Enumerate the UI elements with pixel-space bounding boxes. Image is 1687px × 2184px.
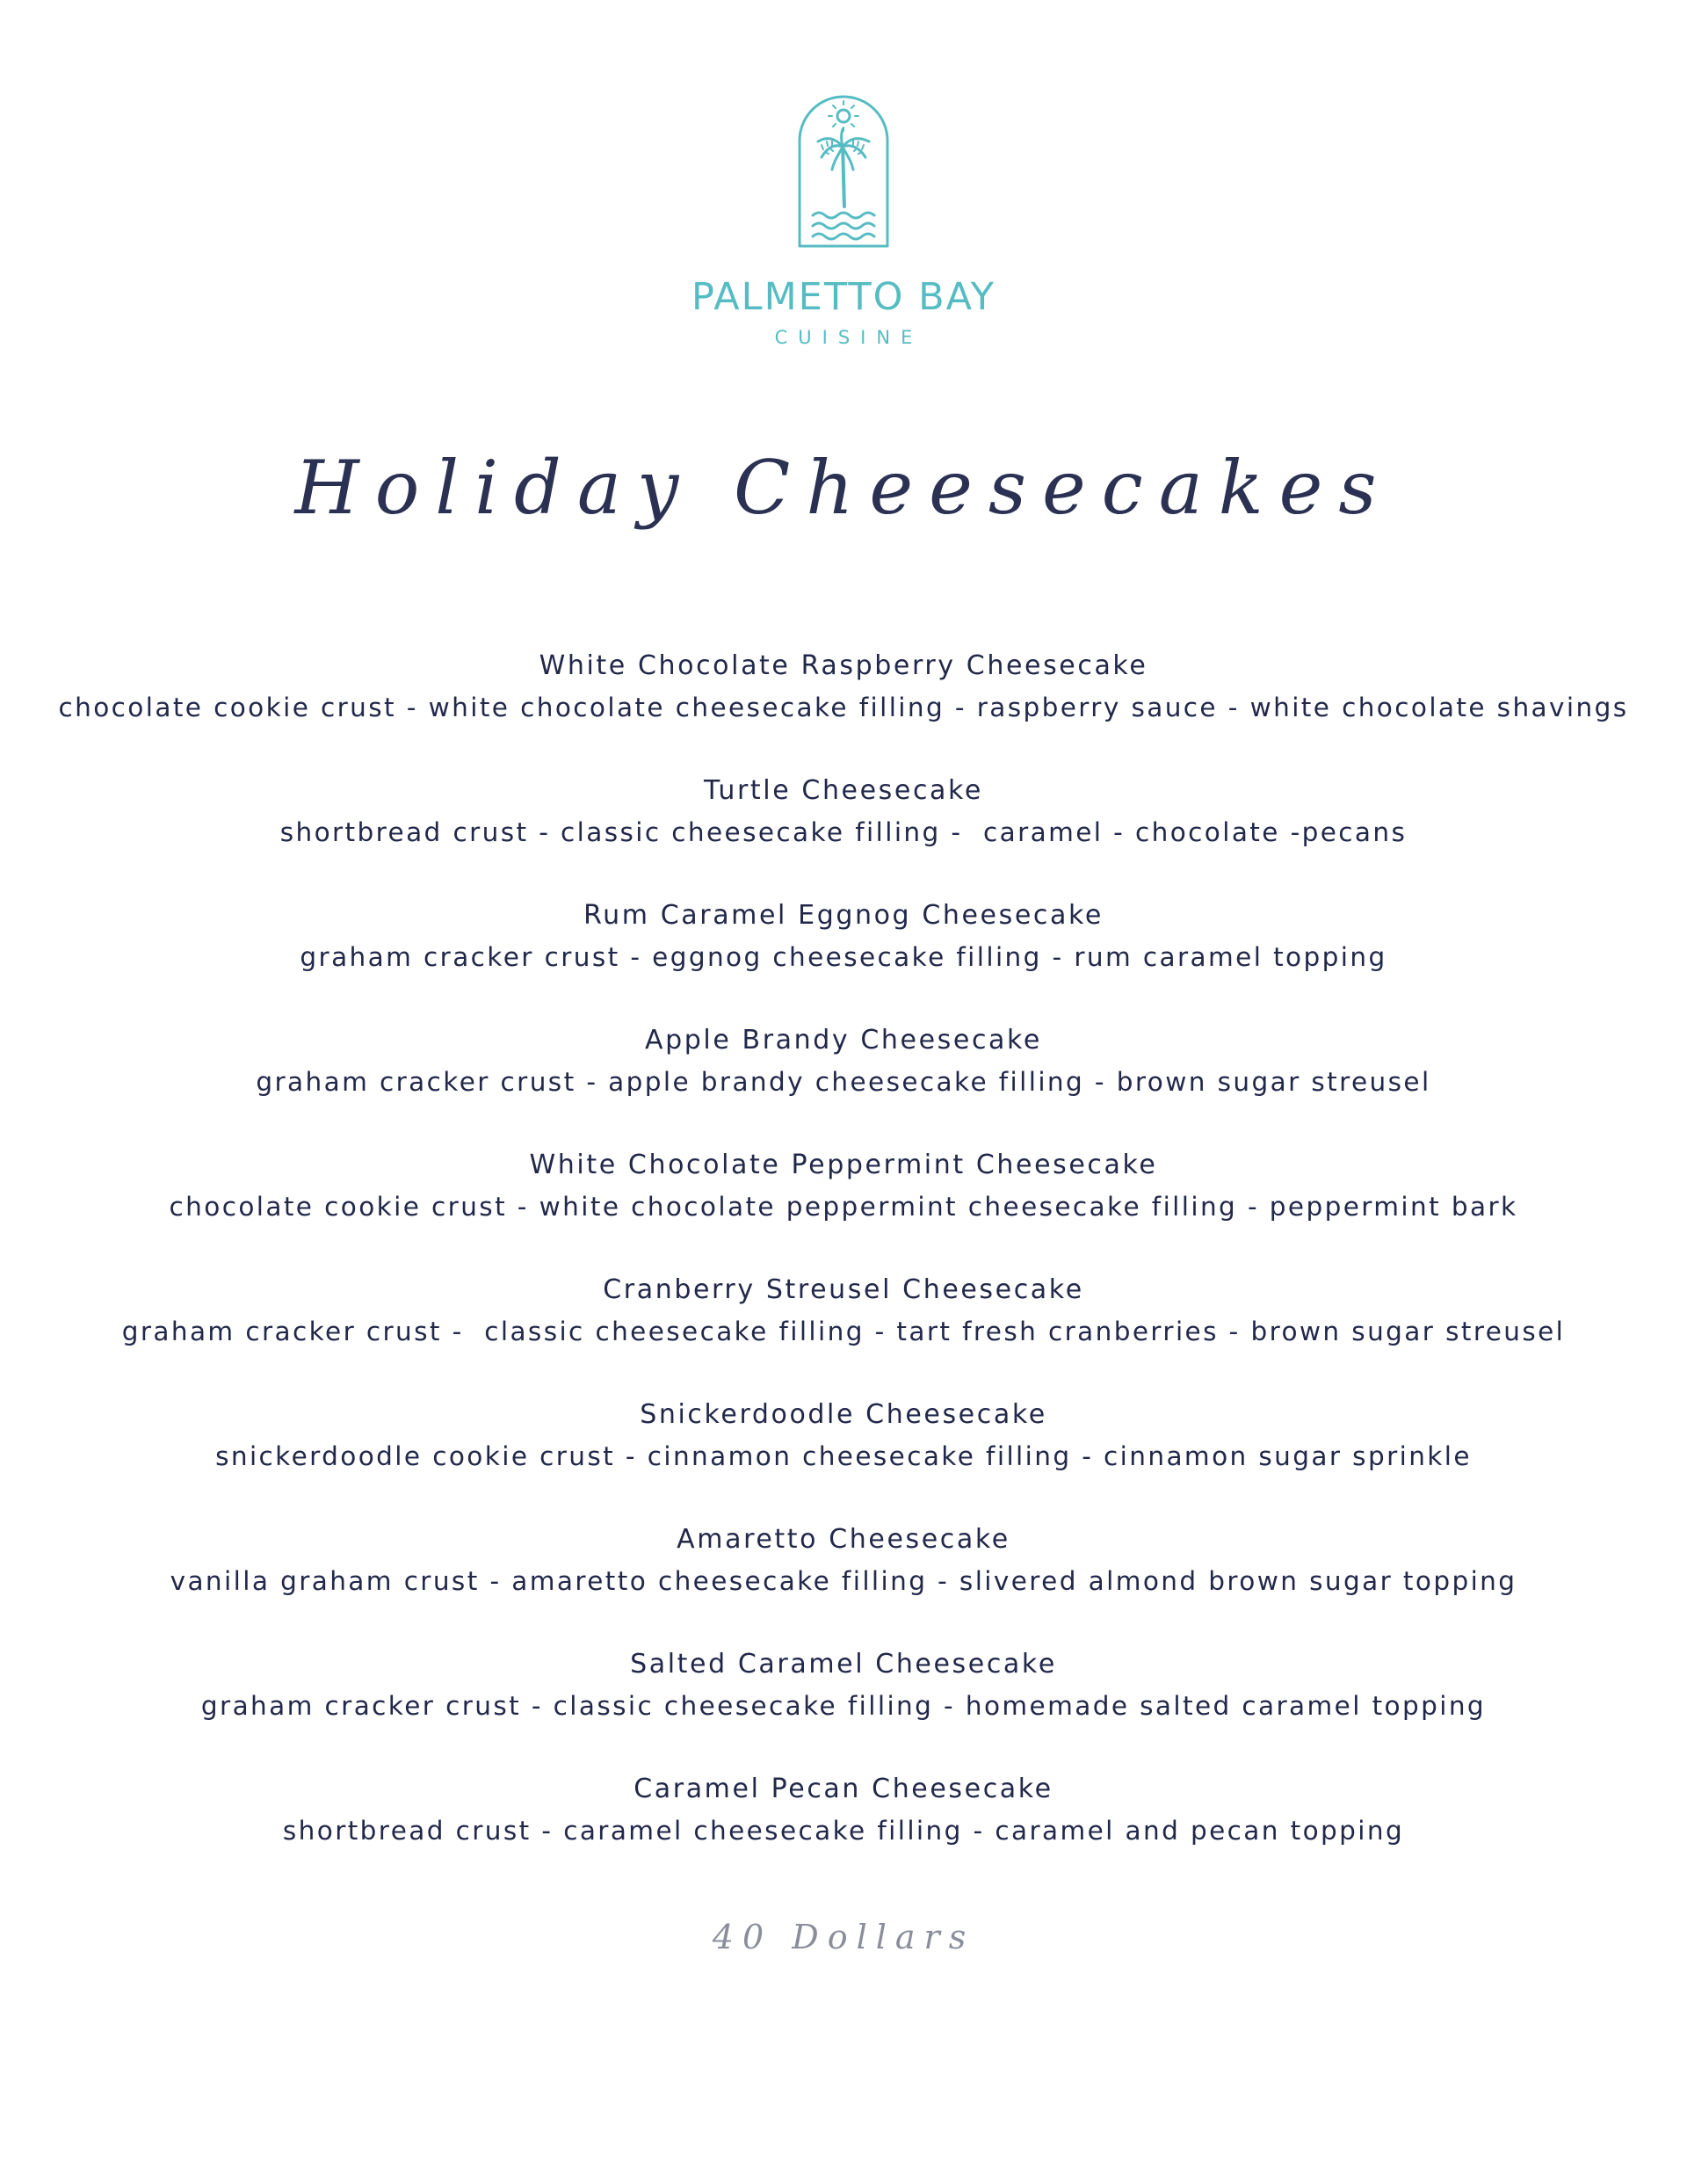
menu-item — [0, 1269, 1687, 1394]
menu-item-description: chocolate cookie crust - white chocolate cheesecake filling - raspberry sauce - white chocolate shavings — [58, 693, 1629, 722]
menu-item-description: chocolate cookie crust - white chocolate peppermint cheesecake filling - peppermint bark — [169, 1192, 1518, 1222]
menu-item-name: Amaretto Cheesecake — [677, 1524, 1010, 1555]
menu-item — [0, 1519, 1687, 1643]
menu-item — [0, 1768, 1687, 1893]
menu-item — [0, 1019, 1687, 1144]
menu-item-name: White Chocolate Raspberry Cheesecake — [539, 650, 1148, 681]
menu-item-description: shortbread crust - caramel cheesecake filling - caramel and pecan topping — [282, 1816, 1405, 1846]
menu-item-description: shortbread crust - classic cheesecake filling - caramel - chocolate -pecans — [279, 817, 1408, 847]
menu-item-name: Cranberry Streusel Cheesecake — [603, 1274, 1084, 1305]
menu-item — [0, 1144, 1687, 1269]
menu-item-name: Rum Caramel Eggnog Cheesecake — [583, 900, 1104, 931]
menu-item — [0, 895, 1687, 1019]
menu-item-description: graham cracker crust - classic cheesecake filling - homemade salted caramel topping — [200, 1691, 1487, 1721]
menu-item — [0, 645, 1687, 770]
menu-item — [0, 1643, 1687, 1768]
brand-logo — [0, 92, 1687, 347]
menu-item — [0, 770, 1687, 895]
menu-item-name: Turtle Cheesecake — [703, 775, 983, 806]
menu-item-description: vanilla graham crust - amaretto cheesecake filling - slivered almond brown sugar topping — [170, 1566, 1517, 1596]
menu-item-name: Snickerdoodle Cheesecake — [640, 1399, 1047, 1430]
menu-item-description: graham cracker crust - eggnog cheesecake filling - rum caramel topping — [300, 942, 1387, 972]
menu-item-description: snickerdoodle cookie crust - cinnamon cheesecake filling - cinnamon sugar sprinkle — [215, 1441, 1472, 1471]
menu-items-list — [0, 645, 1687, 1893]
menu-item — [0, 1394, 1687, 1519]
palm-tree-waves-icon — [795, 92, 892, 250]
menu-item-name: Salted Caramel Cheesecake — [630, 1649, 1057, 1680]
brand-name: PALMETTO BAY — [691, 275, 996, 319]
menu-item-name: Caramel Pecan Cheesecake — [634, 1774, 1053, 1804]
menu-item-description: graham cracker crust - classic cheesecake filling - tart fresh cranberries - brown sugar streusel — [121, 1317, 1566, 1346]
menu-item-name: White Chocolate Peppermint Cheesecake — [529, 1150, 1158, 1180]
menu-title: Holiday Cheesecakes — [294, 445, 1393, 531]
menu-item-name: Apple Brandy Cheesecake — [645, 1025, 1042, 1056]
menu-price: 40 Dollars — [712, 1918, 975, 1956]
menu-item-description: graham cracker crust - apple brandy cheesecake filling - brown sugar streusel — [256, 1067, 1431, 1097]
brand-subtitle: CUISINE — [774, 327, 923, 348]
